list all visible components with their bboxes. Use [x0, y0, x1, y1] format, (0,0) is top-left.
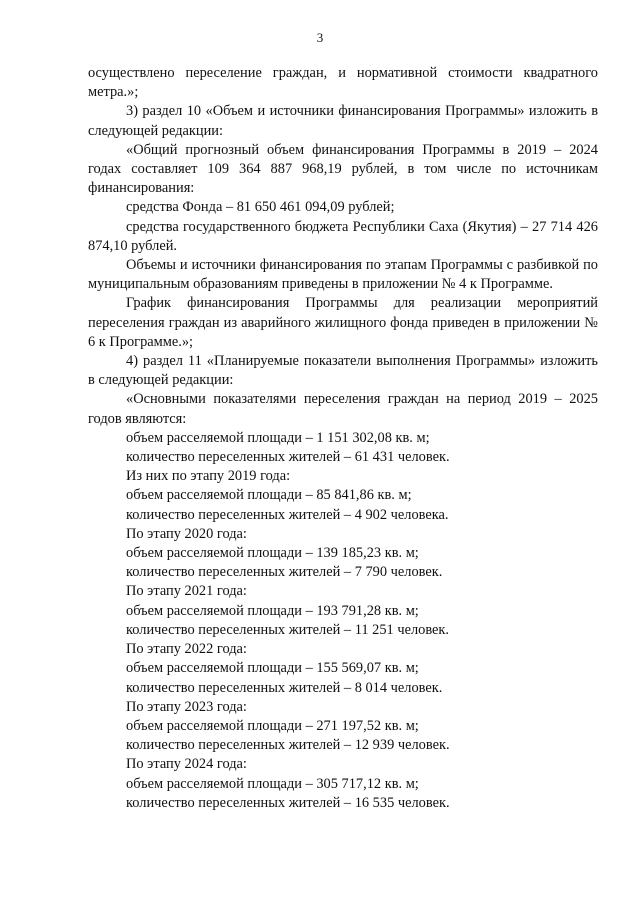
paragraph-indicators-intro: «Основными показателями переселения граждан на период 2019 – 2025 годов являются: [88, 391, 598, 427]
paragraph-stage-2021-area: объем расселяемой площади – 193 791,28 кв. м; [126, 602, 419, 619]
paragraph-appendix-6: График финансирования Программы для реализации мероприятий переселения граждан из аварийного жилищного фонда приведен в приложении № 6 к Программе.»; [88, 295, 598, 350]
paragraph-stage-2022-area: объем расселяемой площади – 155 569,07 кв. м; [126, 660, 419, 677]
paragraph-stage-2019-area: объем расселяемой площади – 85 841,86 кв. м; [126, 487, 412, 504]
paragraph-stage-2020-heading: По этапу 2020 года: [126, 525, 247, 542]
paragraph-total-residents: количество переселенных жителей – 61 431 человек. [126, 449, 450, 466]
paragraph-stage-2023-residents: количество переселенных жителей – 12 939 человек. [126, 737, 450, 754]
paragraph-appendix-4: Объемы и источники финансирования по этапам Программы с разбивкой по муниципальным образованиям приведены в приложении № 4 к Программе. [88, 257, 598, 293]
paragraph-stage-2022-residents: количество переселенных жителей – 8 014 человек. [126, 679, 443, 696]
paragraph-stage-2020-residents: количество переселенных жителей – 7 790 человек. [126, 564, 443, 581]
paragraph-state-budget-source: средства государственного бюджета Республики Саха (Якутия) – 27 714 426 874,10 рублей. [88, 218, 598, 254]
paragraph-stage-2022-heading: По этапу 2022 года: [126, 641, 247, 658]
paragraph-stage-2024-area: объем расселяемой площади – 305 717,12 кв. м; [126, 775, 419, 792]
paragraph-stage-2019-heading: Из них по этапу 2019 года: [126, 468, 291, 485]
paragraph-continuation: осуществлено переселение граждан, и нормативной стоимости квадратного метра.»; [88, 65, 598, 101]
document-body [88, 64, 598, 813]
paragraph-stage-2023-area: объем расселяемой площади – 271 197,52 кв. м; [126, 717, 419, 734]
paragraph-stage-2023-heading: По этапу 2023 года: [126, 698, 247, 715]
paragraph-stage-2021-heading: По этапу 2021 года: [126, 583, 247, 600]
paragraph-total-area: объем расселяемой площади – 1 151 302,08 кв. м; [126, 429, 430, 446]
page-number: 3 [316, 30, 324, 45]
paragraph-stage-2021-residents: количество переселенных жителей – 11 251 человек. [126, 621, 450, 638]
paragraph-stage-2020-area: объем расселяемой площади – 139 185,23 кв. м; [126, 545, 419, 562]
paragraph-total-financing: «Общий прогнозный объем финансирования Программы в 2019 – 2024 годах составляет 109 364 887 968,19 рублей, в том числе по источникам финансирования: [88, 141, 598, 197]
paragraph-stage-2024-residents: количество переселенных жителей – 16 535 человек. [126, 794, 450, 811]
paragraph-section-11-heading: 4) раздел 11 «Планируемые показатели выполнения Программы» изложить в следующей редакции: [88, 353, 598, 389]
paragraph-fund-source: средства Фонда – 81 650 461 094,09 рублей; [126, 199, 395, 216]
paragraph-stage-2024-heading: По этапу 2024 года: [126, 756, 247, 773]
paragraph-section-10-heading: 3) раздел 10 «Объем и источники финансирования Программы» изложить в следующей редакции: [88, 103, 598, 139]
paragraph-stage-2019-residents: количество переселенных жителей – 4 902 человека. [126, 506, 449, 523]
